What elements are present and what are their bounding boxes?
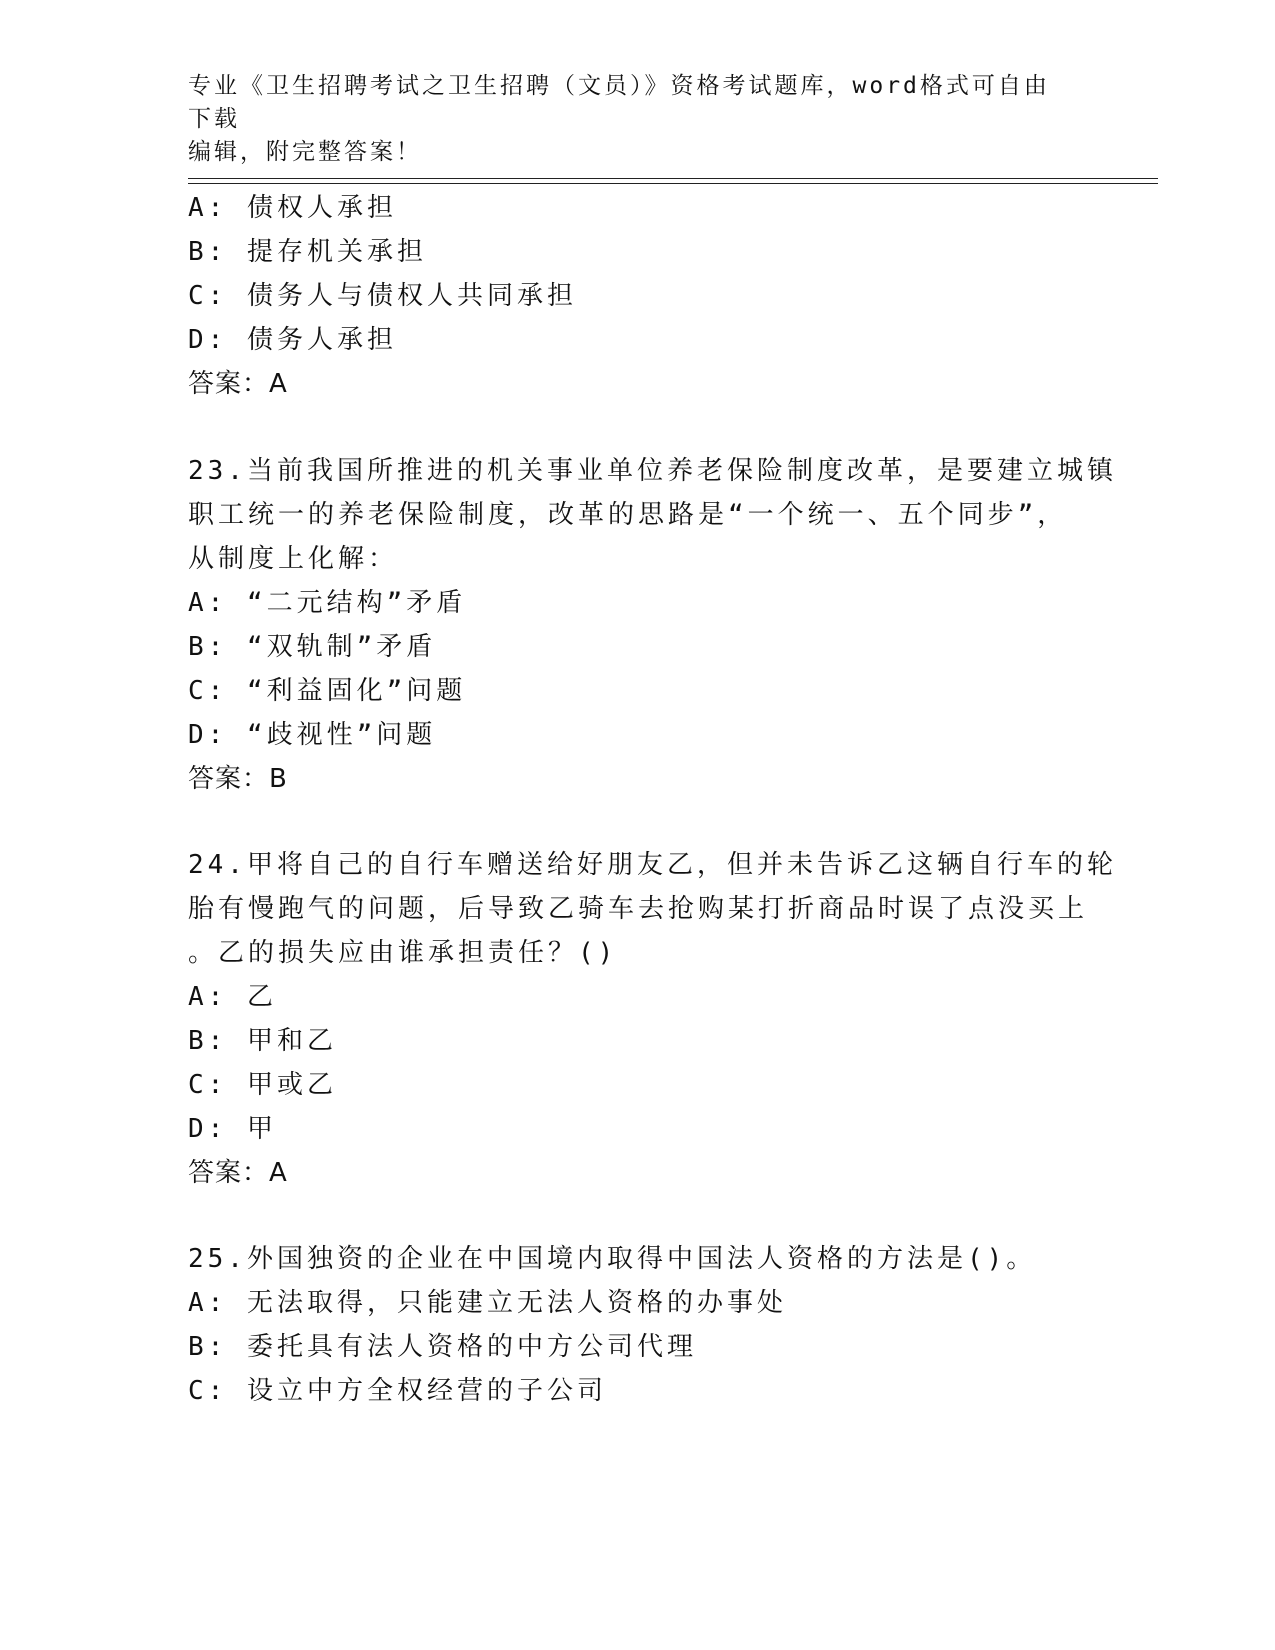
q24-answer: 答案：A: [188, 1158, 288, 1188]
q23-answer: 答案：B: [188, 764, 288, 794]
header-divider-top: [188, 178, 1158, 179]
q25-stem-line-1: 25.外国独资的企业在中国境内取得中国法人资格的方法是()。: [188, 1244, 1037, 1274]
q24-option-c: C: 甲或乙: [188, 1070, 337, 1100]
document-header: [188, 70, 1068, 169]
q23-option-a: A: “二元结构”矛盾: [188, 588, 467, 618]
header-divider-bottom: [188, 183, 1158, 184]
q23-stem-line-3: 从制度上化解：: [188, 544, 399, 574]
q22-answer: 答案：A: [188, 369, 288, 399]
q24-stem-line-3: 。乙的损失应由谁承担责任？(): [188, 938, 618, 968]
q25-option-a: A: 无法取得，只能建立无法人资格的办事处: [188, 1288, 787, 1318]
header-line-1: 专业《卫生招聘考试之卫生招聘（文员）》资格考试题库，word格式可自由下载: [188, 73, 1050, 132]
q24-stem-line-1: 24.甲将自己的自行车赠送给好朋友乙，但并未告诉乙这辆自行车的轮: [188, 850, 1117, 880]
q23-option-d: D: “歧视性”问题: [188, 720, 437, 750]
q23-stem-line-1: 23.当前我国所推进的机关事业单位养老保险制度改革，是要建立城镇: [188, 456, 1117, 486]
q25-option-c: C: 设立中方全权经营的子公司: [188, 1376, 607, 1406]
q22-option-b: B: 提存机关承担: [188, 237, 427, 267]
q24-option-d: D: 甲: [188, 1114, 277, 1144]
q24-option-b: B: 甲和乙: [188, 1026, 337, 1056]
q22-option-d: D: 债务人承担: [188, 325, 397, 355]
header-line-2: 编辑，附完整答案！: [188, 139, 422, 165]
q23-option-c: C: “利益固化”问题: [188, 676, 467, 706]
q24-option-a: A: 乙: [188, 982, 277, 1012]
q23-stem-line-2: 职工统一的养老保险制度，改革的思路是“一个统一、五个同步”，: [188, 500, 1068, 530]
q22-option-c: C: 债务人与债权人共同承担: [188, 281, 577, 311]
q23-option-b: B: “双轨制”矛盾: [188, 632, 437, 662]
q25-option-b: B: 委托具有法人资格的中方公司代理: [188, 1332, 697, 1362]
q22-option-a: A: 债权人承担: [188, 193, 397, 223]
q24-stem-line-2: 胎有慢跑气的问题，后导致乙骑车去抢购某打折商品时误了点没买上: [188, 894, 1089, 924]
